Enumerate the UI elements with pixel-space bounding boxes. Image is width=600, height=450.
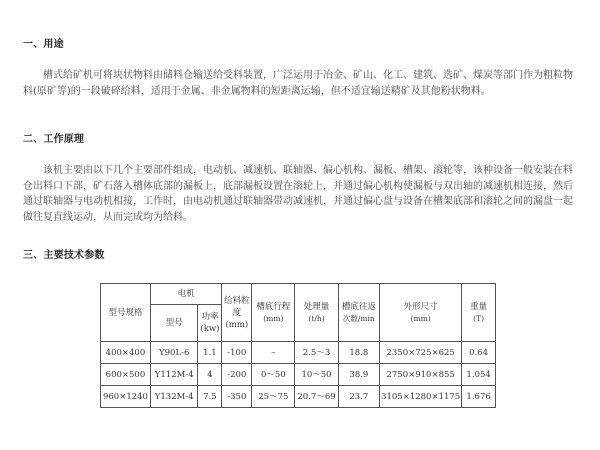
table-cell: 1.1 [198, 342, 222, 364]
table-cell: 0～50 [252, 364, 295, 386]
header-capacity-label: 处理量 [303, 301, 330, 312]
table-cell: 25～75 [252, 386, 295, 408]
header-motor-model: 型号 [150, 305, 198, 342]
header-weight-unit: (T) [473, 313, 485, 323]
table-cell: 18.8 [338, 342, 379, 364]
header-motor-power-unit: (kw) [200, 324, 220, 334]
table-cell: 3105×1280×1175 [380, 386, 462, 408]
table-cell: 2350×725×625 [380, 342, 462, 364]
table-cell: 2.5～3 [295, 342, 338, 364]
header-weight-label: 重量 [470, 301, 488, 312]
header-frequency [338, 284, 379, 342]
section-heading-parameters: 三、主要技术参数 [23, 250, 105, 261]
table-cell: -350 [222, 386, 252, 408]
header-weight [462, 284, 496, 342]
header-stroke-unit: (mm) [263, 313, 284, 323]
header-dimensions-label: 外形尺寸 [403, 301, 438, 312]
table-header-row [101, 284, 496, 305]
header-dimensions-unit: (mm) [410, 313, 431, 323]
table-cell: Y132M-4 [150, 386, 198, 408]
header-frequency-label: 槽底往返 [341, 301, 376, 312]
table-cell: 38.9 [338, 364, 379, 386]
header-granularity-line1: 给料粒 [224, 295, 250, 306]
section-paragraph-principle: 该机主要由以下几个主要部件组成，电动机、减速机、联轴器、偏心机构、漏板、槽架、滚轮等，该种设备一般安装在料仓出料口下部，矿石落入槽体底部的漏板上，底部漏板设置在滚轮上，并通过偏心机构使漏板与双出轴的减速机相连接，然后通过联轴器与电动机相接，工作时，由电动机通过联轴器带动减速机，并通过偏心盘与设备在槽架底部和滚轮之间的漏盘一起做往复直线运动，从而完成均为给料。 [23, 165, 573, 223]
header-motor-power-label: 功率 [201, 312, 219, 322]
table-cell: 1.054 [462, 364, 496, 386]
section-heading-purpose: 一、用途 [23, 39, 64, 50]
table-row [101, 364, 496, 386]
header-capacity-unit: (t/h) [308, 313, 325, 323]
table-cell: 10～50 [295, 364, 338, 386]
header-granularity-unit: (mm) [225, 319, 249, 330]
table-cell: 0.64 [462, 342, 496, 364]
header-granularity [222, 284, 252, 342]
table-cell: 4 [198, 364, 222, 386]
header-motor: 电机 [150, 284, 221, 305]
header-dimensions [380, 284, 462, 342]
table-cell: -100 [222, 342, 252, 364]
table-cell: 23.7 [338, 386, 379, 408]
table-cell: 7.5 [198, 386, 222, 408]
table-cell: – [252, 342, 295, 364]
table-row [101, 342, 496, 364]
header-capacity [295, 284, 338, 342]
table-cell: Y112M-4 [150, 364, 198, 386]
table-cell: 20.7～69 [295, 386, 338, 408]
table-cell: Y90L-6 [150, 342, 198, 364]
table-cell: 600×500 [101, 364, 151, 386]
section-heading-principle: 二、工作原理 [23, 134, 85, 145]
table-cell: -200 [222, 364, 252, 386]
header-model-spec: 型号规格 [101, 284, 151, 342]
header-motor-power [198, 305, 222, 342]
table-row [101, 386, 496, 408]
table-cell: 960×1240 [101, 386, 151, 408]
table-cell: 400×400 [101, 342, 151, 364]
section-paragraph-purpose: 槽式给矿机可将块状物料由储料仓输送给受料装置，广泛运用于冶金、矿山、化工、建筑、选矿、煤炭等部门作为粗粒物料(原矿等)的一段破碎给料，适用于金属、非金属物料的短距离运输，但不适宜输送精矿及其他粉状物料。 [23, 70, 573, 97]
table-cell: 2750×910×855 [380, 364, 462, 386]
technical-parameters-table [100, 283, 496, 408]
header-granularity-line2: 度 [232, 307, 242, 318]
header-stroke [252, 284, 295, 342]
table-cell: 1.676 [462, 386, 496, 408]
header-stroke-label: 槽底行程 [256, 301, 291, 312]
header-frequency-unit: 次数/min [342, 313, 375, 323]
